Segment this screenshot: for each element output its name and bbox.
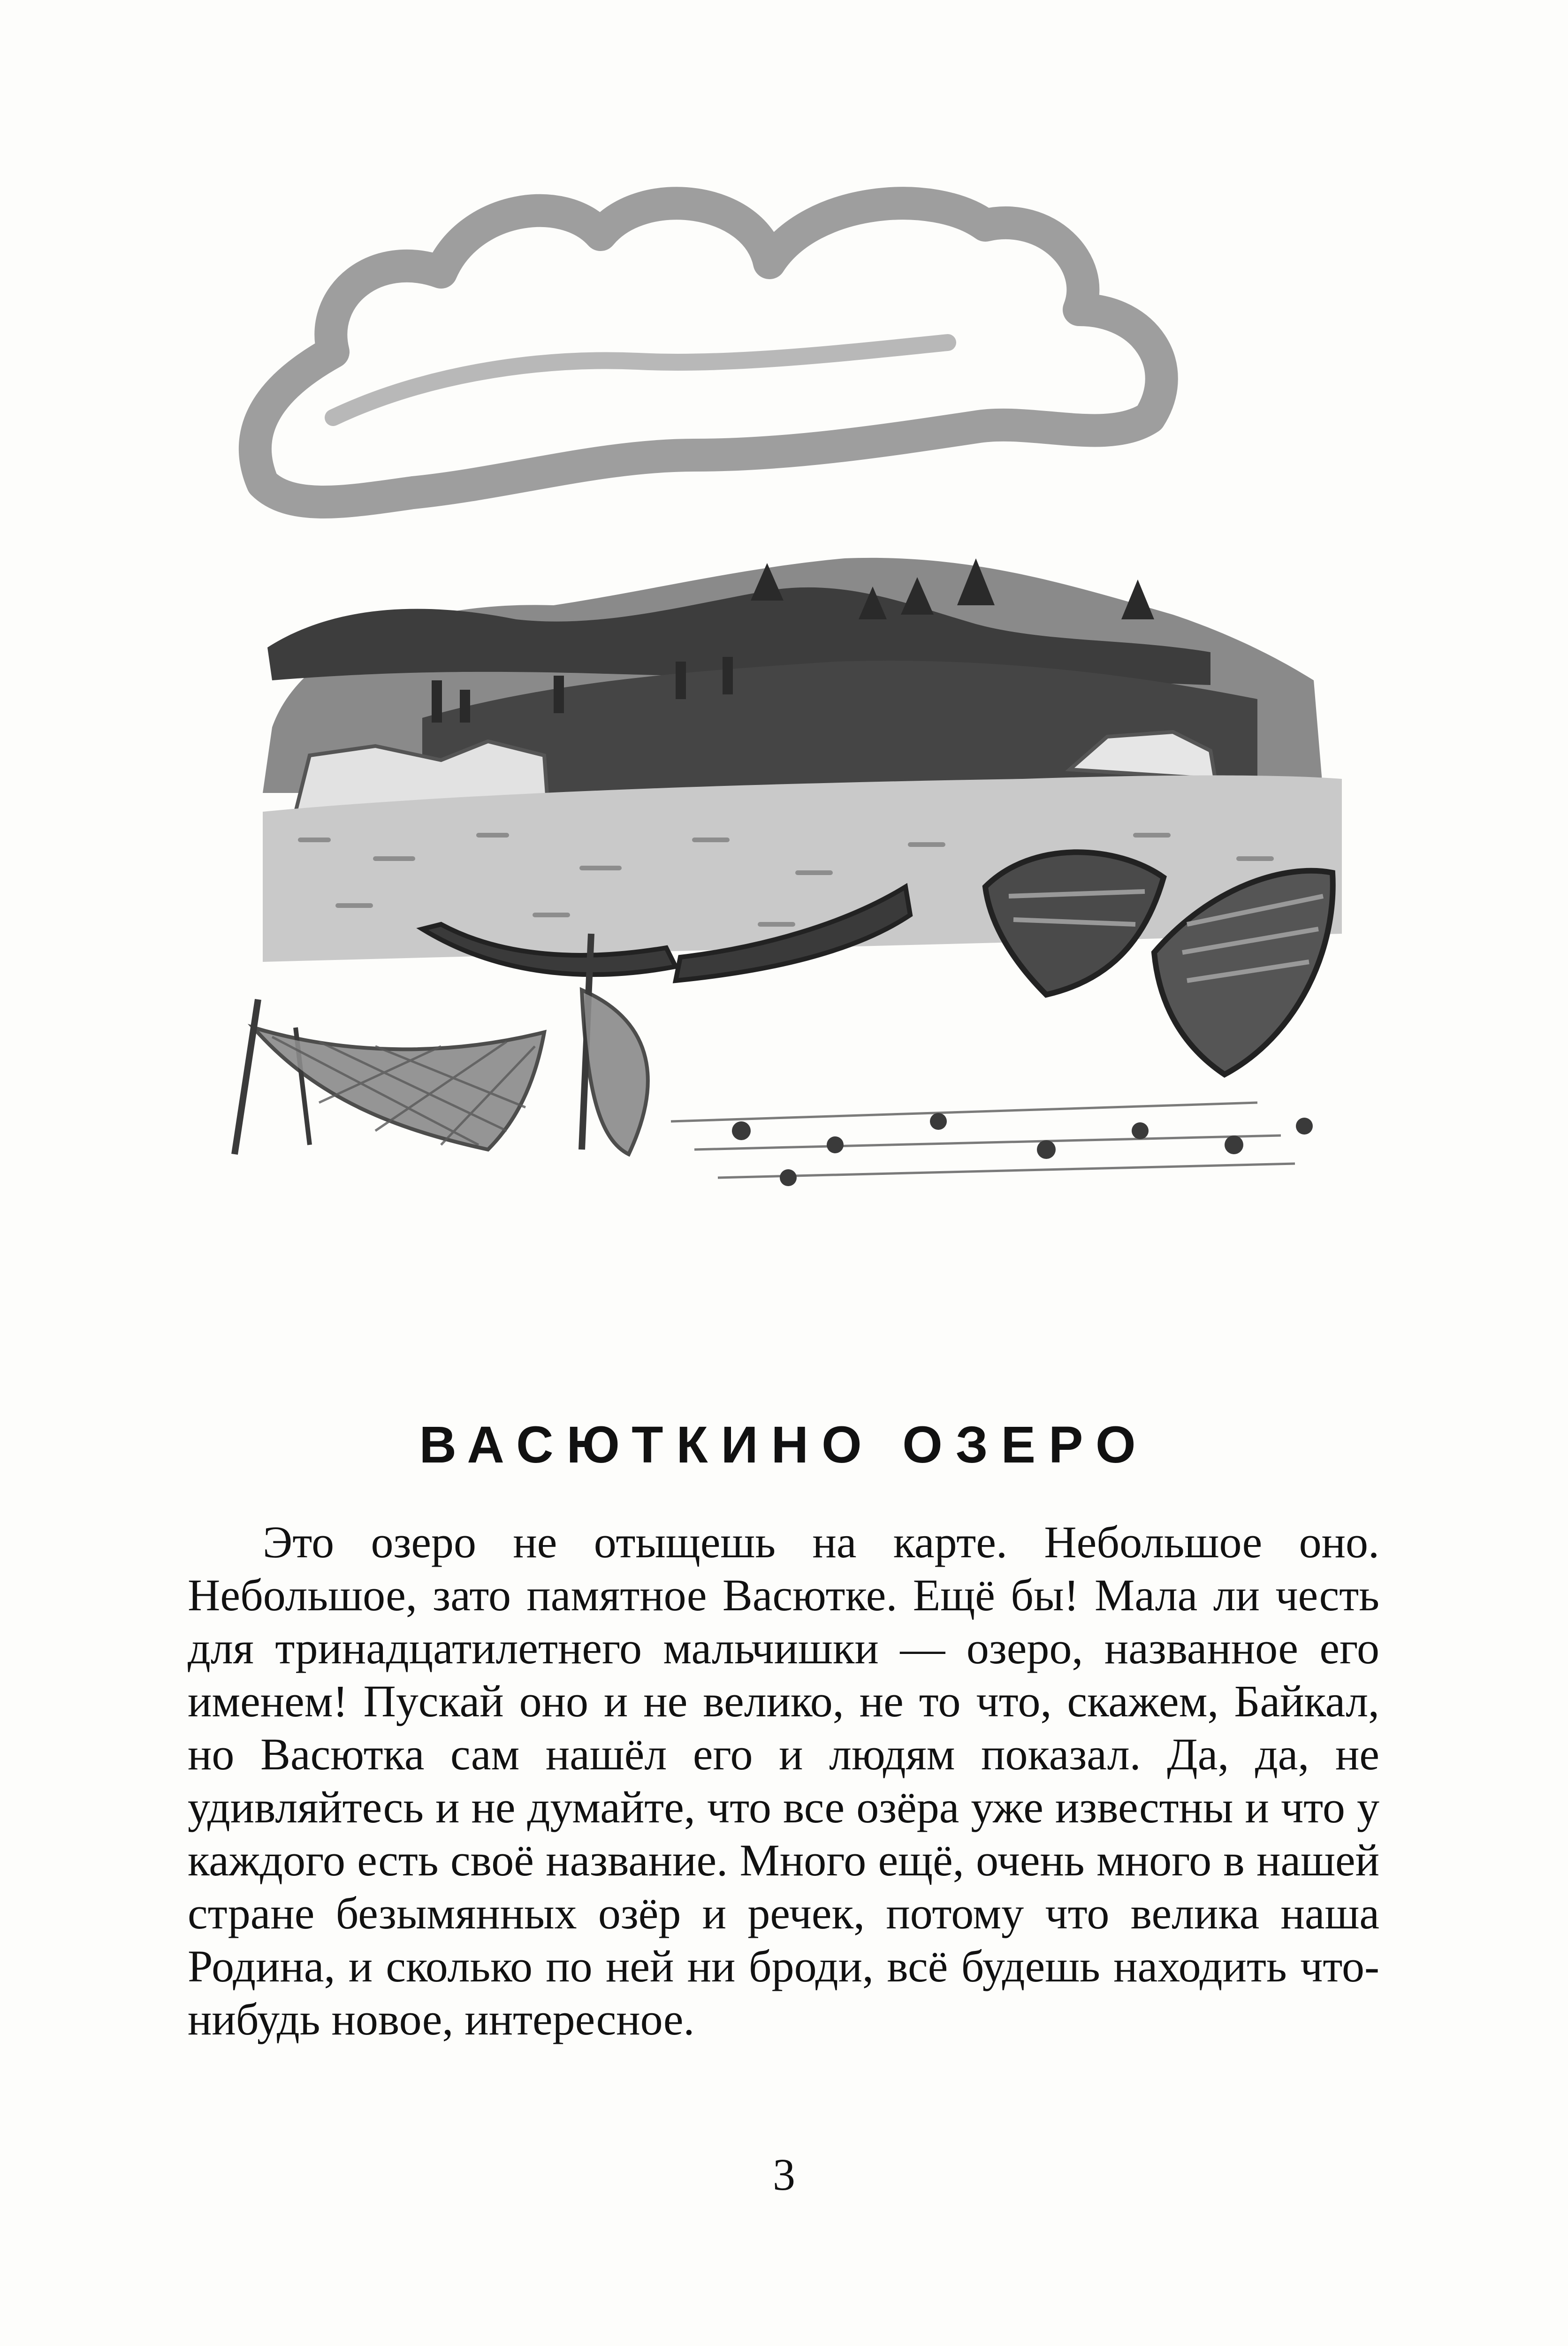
page-number: 3 [773,2149,795,2200]
lake-shore-illustration [178,155,1398,1211]
story-title: ВАСЮТКИНО ОЗЕРО [419,1416,1149,1474]
illustration-svg [178,155,1398,1211]
story-paragraph: Это озеро не отыщешь на карте. Небольшое оно. Небольшое, зато памятное Васютке. Ещё бы! Мала ли честь для тринадцатилетнего мальчишки — озеро, названное его именем! Пускай оно и не велико, не то что, скажем, Байкал, но Васютка сам нашёл его и людям показал. Да, да, не удивляйтесь и не думайте, что все озёра уже известны и что у каждого есть своё название. Много ещё, очень много в нашей стране безымянных озёр и речек, потому что велика наша Родина, и сколько по ней ни броди, всё будешь находить что-нибудь новое, интересное. [188,1517,1379,2044]
cloud-icon [255,203,1162,502]
story-body [188,1516,1379,2046]
